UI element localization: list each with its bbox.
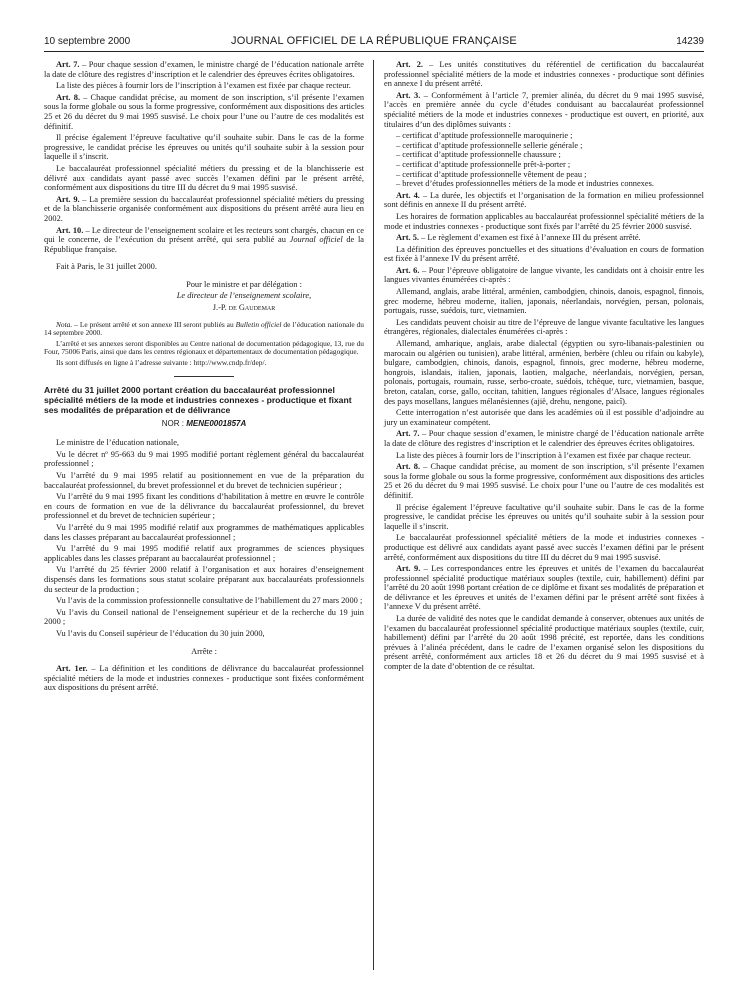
- header-title: JOURNAL OFFICIEL DE LA RÉPUBLIQUE FRANÇAISE: [231, 35, 517, 47]
- visa: Vu l’avis du Conseil supérieur de l’éducation du 30 juin 2000,: [56, 628, 265, 638]
- article-label: Art. 5.: [396, 233, 420, 243]
- column-divider: [373, 60, 374, 970]
- article-3: Art. 3. – Conformément à l’article 7, premier alinéa, du décret du 9 mai 1995 susvisé, l’accès en première année du cycle d’études conduisant au baccalauréat professionnel spécialité métiers de la mode et industries connexes - productique est ouvert, en priorité, aux titulaires d’un des diplômes suivants :: [384, 90, 705, 129]
- visa: Vu le décret nº 95-663 du 9 mai 1995 modifié portant règlement général du baccalauréat professionnel ;: [44, 449, 364, 469]
- page-header: [0, 0, 748, 60]
- list-item: – certificat d’aptitude professionnelle prêt-à-porter ;: [396, 159, 571, 169]
- language-list-1: Allemand, anglais, arabe littéral, arménien, cambodgien, chinois, danois, espagnol, finnois, grec moderne, hébreu moderne, italien, japonais, néerlandais, norvégien, persan, polonais, portugais, russe, suédois, turc, vietnamien.: [384, 287, 704, 316]
- article-label: Art. 1er.: [56, 664, 88, 674]
- signature-line-1: Pour le ministre et par délégation :: [186, 279, 302, 289]
- arrete-heading: Arrête :: [191, 646, 217, 656]
- visa: Vu l’arrêté du 9 mai 1995 modifié relatif aux programmes de sciences physiques applicables dans les classes préparant au baccalauréat professionnel ;: [44, 544, 364, 563]
- paragraph: Cette interrogation n’est autorisée que dans les académies où il est possible d’adjoindre au jury un examinateur compétent.: [384, 408, 704, 427]
- visa: Vu l’avis du Conseil national de l’enseignement supérieur et de la recherche du 19 juin 2000 ;: [44, 607, 364, 627]
- visa: Vu l’arrêté du 9 mai 1995 fixant les conditions d’habilitation à mettre en œuvre le contrôle en cours de formation en vue de la délivrance du baccalauréat professionnel, du brevet professionnel et du brevet de technicien supérieur ;: [44, 492, 364, 521]
- article-label: Art. 7.: [396, 429, 420, 439]
- article-label: Art. 10.: [56, 225, 84, 235]
- article-1: Art. 1er. – La définition et les conditions de délivrance du baccalauréat professionnel spécialité métiers de la mode et industries connexes - productique sont fixées conformément aux dispositions du présent arrêté.: [44, 664, 364, 693]
- list-item: – certificat d’aptitude professionnelle maroquinerie ;: [396, 131, 573, 141]
- article-label: Art. 3.: [396, 90, 421, 100]
- article-label: Art. 9.: [396, 564, 421, 574]
- header-date: 10 septembre 2000: [44, 36, 131, 47]
- list-item: – certificat d’aptitude professionnelle chaussure ;: [396, 150, 561, 160]
- article-label: Art. 8.: [396, 462, 421, 472]
- article-5: Art. 5. – Le règlement d’examen est fixé à l’annexe III du présent arrêté.: [396, 233, 641, 243]
- article-label: Art. 6.: [396, 265, 420, 275]
- nota-url: Ils sont diffusés en ligne à l’adresse suivante : http://www.cndp.fr/dep/.: [56, 358, 267, 368]
- header-page-number: 14239: [676, 36, 704, 47]
- section-separator: [174, 376, 234, 377]
- list-item: – certificat d’aptitude professionnelle sellerie générale ;: [396, 140, 583, 150]
- paragraph: Il précise également l’épreuve facultative qu’il souhaite subir. Dans le cas de la forme progressive, le candidat précise les épreuves ou unités qu’il souhaite subir à la session pour laquelle il s’inscrit.: [384, 502, 704, 531]
- article-10: Art. 10. – Le directeur de l’enseignement scolaire et les recteurs sont chargés, chacun en ce qui le concerne, de l’exécution du présent arrêté, qui sera publié au Journal officiel de la République française.: [44, 225, 365, 254]
- paragraph: La durée de validité des notes que le candidat demande à conserver, obtenues aux unités de l’examen du baccalauréat professionnel spécialité productique matériaux souples (textile, cuir, habillement) défini par l’arrêté du 20 août 1998 précité, est reportée, dans les conditions prévues à l’alinéa précédent, dans le cadre de l’examen organisé selon les dispositions du présent arrêté, conformément aux articles 18 et 26 du décret du 9 mai 1995 susvisé et à compter de la date d’obtention de ce résultat.: [384, 614, 704, 672]
- article-label: Art. 9.: [56, 194, 80, 204]
- article-label: Art. 8.: [56, 92, 81, 102]
- left-column: [44, 60, 364, 695]
- signature-name: J.-P. de Gaudemar: [212, 303, 276, 313]
- signature-line-2: Le directeur de l’enseignement scolaire,: [176, 291, 312, 301]
- article-2: Art. 2. – Les unités constitutives du référentiel de certification du baccalauréat professionnel spécialité métiers de la mode et industries connexes - productique sont définies en annexe I du présent arrêté.: [384, 60, 704, 89]
- article-7: Art. 7. – Pour chaque session d’examen, le ministre chargé de l’éducation nationale arrête la date de clôture des registres d’inscription et le calendrier des épreuves écrites obligatoires.: [44, 60, 365, 79]
- paragraph: La définition des épreuves ponctuelles et des situations d’évaluation en cours de formation est fixée à l’annexe IV du présent arrêté.: [384, 244, 704, 264]
- paragraph: Le baccalauréat professionnel spécialité métiers du pressing et de la blanchisserie est délivré aux candidats ayant passé avec succès l’examen défini par le présent arrêté, conformément aux dispositions du titre III du décret du 9 mai 1995 susvisé.: [44, 163, 364, 193]
- paragraph: Les candidats peuvent choisir au titre de l’épreuve de langue vivante facultative les langues étrangères, régionales, dialectales énumérées ci-après :: [384, 317, 704, 337]
- article-label: Art. 7.: [56, 60, 80, 69]
- article-4: Art. 4. – La durée, les objectifs et l’organisation de la formation en milieu professionnel sont définis en annexe II du présent arrêté.: [384, 190, 704, 210]
- article-8: Art. 8. – Chaque candidat précise, au moment de son inscription, s’il présente l’examen sous la forme globale ou sous la forme progressive, conformément aux dispositions des articles 25 et 26 du décret du 9 mai 1995 susvisé. Le choix pour l’une ou l’autre de ces modalités est définitif.: [44, 92, 365, 131]
- decree-title: Arrêté du 31 juillet 2000 portant création du baccalauréat professionnel spécialité métiers de la mode et industries connexes - productique et fixant ses modalités de préparation et de délivrance: [44, 384, 352, 415]
- visa: Vu l’avis de la commission professionnelle consultative de l’habillement du 27 mars 2000 ;: [56, 596, 363, 606]
- nota: Nota. – Le présent arrêté et son annexe III seront publiés au Bulletin officiel de l’éducation nationale du 14 septembre 2000.: [44, 319, 364, 338]
- list-item: – brevet d’études professionnelles métiers de la mode et industries connexes.: [396, 179, 654, 189]
- diploma-list: [384, 131, 704, 189]
- paragraph: Le baccalauréat professionnel spécialité métiers de la mode et industries connexes - productique est délivré aux candidats ayant passé avec succès l’examen défini par le présent arrêté, conformément aux dispositions du titre III du décret du 9 mai 1995 susvisé.: [384, 533, 704, 562]
- visa: Vu l’arrêté du 25 février 2000 relatif à l’organisation et aux horaires d’enseignement dispensés dans les formations sous statut scolaire préparant aux baccalauréats professionnels du secteur de la production ;: [44, 565, 364, 594]
- right-column: [384, 60, 704, 674]
- article-8: Art. 8. – Chaque candidat précise, au moment de son inscription, s’il présente l’examen sous la forme globale ou sous la forme progressive, conformément aux dispositions des articles 25 et 26 du décret du 9 mai 1995 susvisé. Le choix pour l’une ou l’autre de ces modalités est définitif.: [384, 462, 705, 500]
- paragraph: Il précise également l’épreuve facultative qu’il souhaite subir. Dans le cas de la forme progressive, le candidat précise les épreuves ou unités qu’il souhaite subir à la session pour laquelle il s’inscrit.: [44, 133, 364, 162]
- article-9: Art. 9. – La première session du baccalauréat professionnel spécialité métiers du pressing et de la blanchisserie organisée conformément aux dispositions du présent arrêté aura lieu en 2002.: [44, 194, 365, 223]
- paragraph: La liste des pièces à fournir lors de l’inscription à l’examen est fixée par chaque recteur.: [396, 450, 691, 460]
- minister-line: Le ministre de l’éducation nationale,: [56, 438, 180, 448]
- paragraph: Les horaires de formation applicables au baccalauréat professionnel spécialité métiers de la mode et industries connexes - productique sont fixés par l’arrêté du 25 février 2000 susvisé.: [384, 211, 704, 231]
- language-list-2: Allemand, amharique, anglais, arabe dialectal (égyptien ou syro-libanais-palestinien ou marocain ou algérien ou tunisien), arabe littéral, arménien, berbère (chleu ou rifain ou kabyle), bulgare, cambodgien, chinois, danois, espagnol, finnois, grec moderne, hébreu moderne, hongrois, islandais, italien, japonais, laotien, malgache, néerlandais, norvégien, persan, polonais, portugais, roumain, russe, serbo-croate, suédois, tchèque, turc, vietnamien, basque, breton, catalan, corse, gallo, occitan, tahitien, langues régionales d’Alsace, langues régionales des pays mosellans, langues mélanésiennes (ajië, drehu, nengone, paicî).: [384, 339, 704, 406]
- nor-reference: NOR : MENE0001857A: [161, 418, 247, 428]
- article-9: Art. 9. – Les correspondances entre les épreuves et unités de l’examen du baccalauréat professionnel spécialité productique matériaux souples (textile, cuir, habillement) défini par l’arrêté du 20 août 1998 portant création de ce diplôme et fixant ses modalités de préparation et de délivrance et les épreuves et unités de l’examen défini par le présent arrêté sont fixées à l’annexe V du présent arrêté.: [384, 564, 704, 612]
- list-item: – certificat d’aptitude professionnelle vêtement de peau ;: [396, 169, 587, 179]
- article-label: Art. 4.: [396, 190, 420, 200]
- paragraph: La liste des pièces à fournir lors de l’inscription à l’examen est fixée par chaque recteur.: [56, 81, 351, 91]
- header-rule: [44, 51, 704, 52]
- visa: Vu l’arrêté du 9 mai 1995 modifié relatif aux programmes de mathématiques applicables dans les classes préparant au baccalauréat professionnel ;: [44, 522, 364, 542]
- done-at: Fait à Paris, le 31 juillet 2000.: [56, 262, 157, 272]
- nota-paragraph: L’arrêté et ses annexes seront disponibles au Centre national de documentation pédagogique, 13, rue du Four, 75006 Paris, ainsi que dans les centres régionaux et départementaux de documentation pédagogique.: [44, 338, 364, 357]
- visa: Vu l’arrêté du 9 mai 1995 relatif au positionnement en vue de la préparation du baccalauréat professionnel, du brevet professionnel et du brevet de technicien supérieur ;: [44, 471, 364, 490]
- article-6: Art. 6. – Pour l’épreuve obligatoire de langue vivante, les candidats ont à choisir entre les langues vivantes énumérées ci-après :: [384, 265, 704, 285]
- article-7: Art. 7. – Pour chaque session d’examen, le ministre chargé de l’éducation nationale arrête la date de clôture des registres d’inscription et le calendrier des épreuves écrites obligatoires.: [384, 429, 705, 448]
- article-label: Art. 2.: [396, 60, 424, 69]
